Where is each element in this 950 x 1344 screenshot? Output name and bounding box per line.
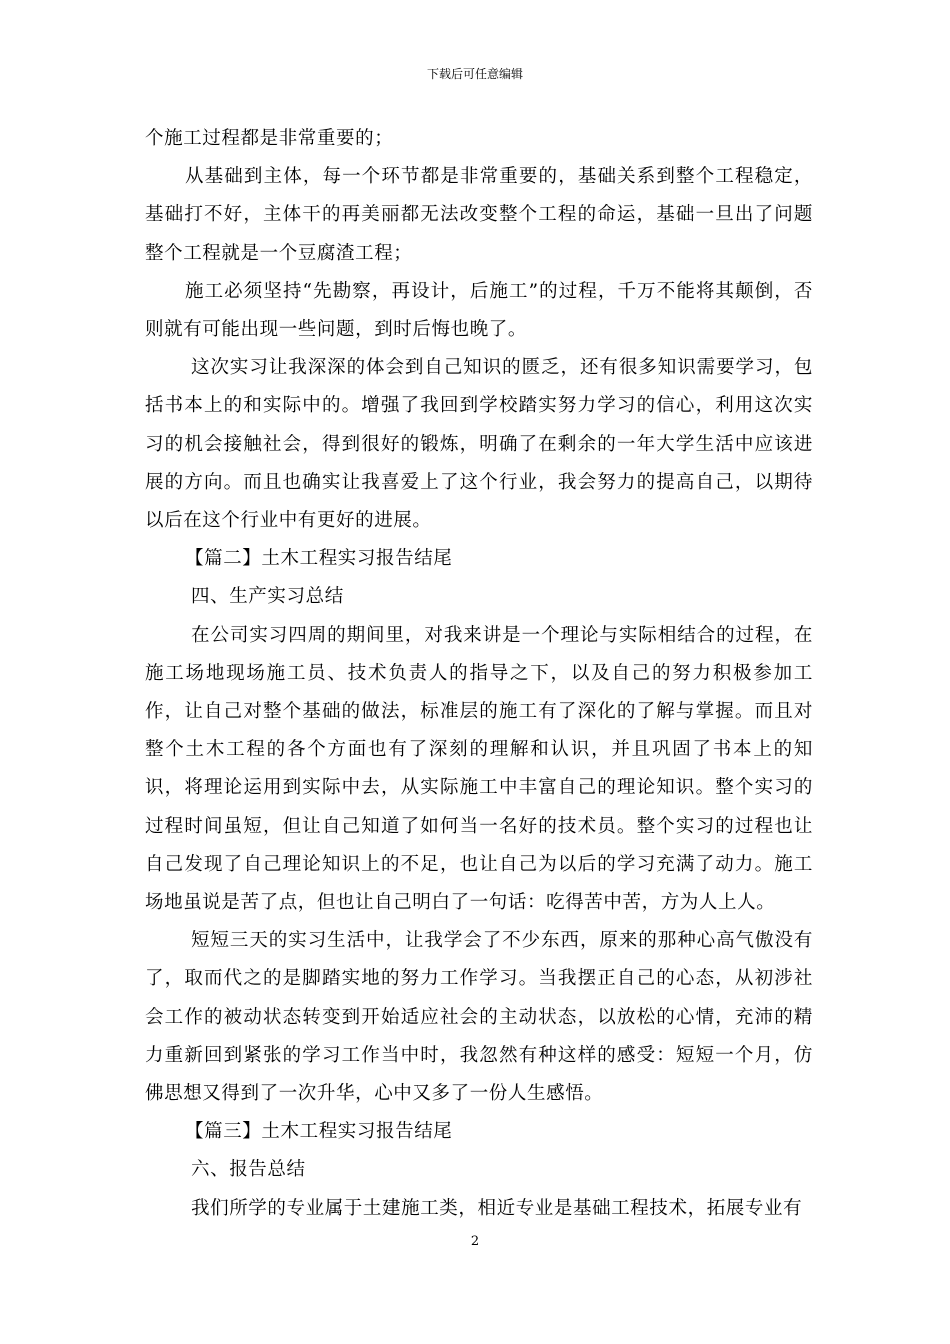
document-body (145, 120, 813, 1228)
page-header: 下载后可任意编辑 (426, 67, 523, 81)
paragraph-company-internship: 在公司实习四周的期间里，对我来讲是一个理论与实际相结合的过程，在施工场地现场施工员、技术负责人的指导之下，以及自己的努力积极参加工作，让自己对整个基础的做法，标准层的施工有了深化的了解与掌握。而且对整个土木工程的各个方面也有了深刻的理解和认识，并且巩固了书本上的知识，将理论运用到实际中去，从实际施工中丰富自己的理论知识。整个实习的过程时间虽短，但让自己知道了如何当一名好的技术员。整个实习的过程也让自己发现了自己理论知识上的不足，也让自己为以后的学习充满了动力。施工场地虽说是苦了点，但也让自己明白了一句话：吃得苦中苦，方为人上人。 (145, 624, 813, 914)
paragraph-major: 我们所学的专业属于土建施工类，相近专业是基础工程技术，拓展专业有 (191, 1197, 803, 1219)
paragraph-three-days: 短短三天的实习生活中，让我学会了不少东西，原来的那种心高气傲没有了，取而代之的是脚踏实地的努力工作学习。当我摆正自己的心态，从初涉社会工作的被动状态转变到开始适应社会的主动状态，以放松的心情，充沛的精力重新回到紧张的学习工作当中时，我忽然有种这样的感受：短短一个月，仿佛思想又得到了一次升华，心中又多了一份人生感悟。 (145, 930, 813, 1105)
page-number: 2 (470, 1234, 480, 1249)
paragraph-construction-order: 施工必须坚持“先勘察，再设计，后施工”的过程，千万不能将其颠倒，否则就有可能出现一些问题，到时后悔也晚了。 (145, 280, 813, 341)
subheading-internship-summary: 四、生产实习总结 (191, 586, 344, 608)
paragraph-reflection: 这次实习让我深深的体会到自己知识的匮乏，还有很多知识需要学习，包括书本上的和实际中的。增强了我回到学校踏实努力学习的信心，利用这次实习的机会接触社会，得到很好的锻炼，明确了在剩余的一年大学生活中应该进展的方向。而且也确实让我喜爱上了这个行业，我会努力的提高自己，以期待以后在这个行业中有更好的进展。 (145, 357, 813, 532)
paragraph-foundation: 从基础到主体，每一个环节都是非常重要的，基础关系到整个工程稳定，基础打不好，主体干的再美丽都无法改变整个工程的命运，基础一旦出了问题整个工程就是一个豆腐渣工程； (145, 166, 813, 264)
subheading-report-summary: 六、报告总结 (191, 1159, 306, 1181)
section-heading-part-two: 【篇二】土木工程实习报告结尾 (185, 548, 453, 570)
paragraph-continuation: 个施工过程都是非常重要的； (145, 128, 394, 149)
section-heading-part-three: 【篇三】土木工程实习报告结尾 (185, 1121, 453, 1143)
